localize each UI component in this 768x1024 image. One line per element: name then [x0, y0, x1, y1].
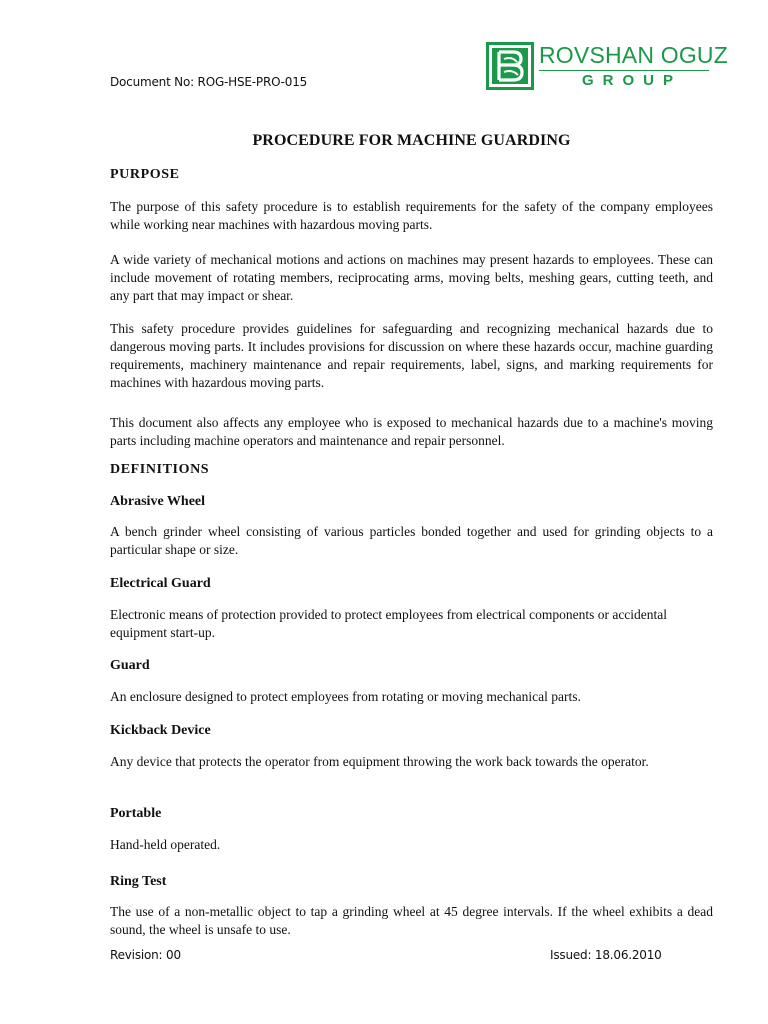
purpose-paragraph-1: The purpose of this safety procedure is to establish requirements for the safety of the company employees while working near machines with hazardous moving parts.	[110, 199, 713, 232]
purpose-paragraph-2: A wide variety of mechanical motions and actions on machines may present hazards to employees. These can include movement of rotating members, reciprocating arms, moving belts, meshing gears, cutting teeth, and any part that may impact or shear.	[110, 252, 713, 303]
company-logo	[486, 42, 728, 92]
purpose-heading: PURPOSE	[110, 167, 180, 182]
document-title: PROCEDURE FOR MACHINE GUARDING	[252, 132, 571, 149]
revision-number: Revision: 00	[110, 948, 181, 962]
definition-term: Ring Test	[110, 874, 167, 889]
definition-term: Portable	[110, 806, 162, 821]
definition-term: Guard	[110, 658, 150, 673]
issue-date: Issued: 18.06.2010	[550, 948, 662, 962]
definition-text: Any device that protects the operator from equipment throwing the work back towards the operator.	[110, 754, 649, 769]
definition-term: Kickback Device	[110, 723, 211, 738]
definitions-heading: DEFINITIONS	[110, 462, 210, 477]
purpose-paragraph-4: This document also affects any employee who is exposed to mechanical hazards due to a machine's moving parts including machine operators and maintenance and repair personnel.	[110, 415, 713, 448]
logo-company-name: ROVSHAN OGUZ	[539, 42, 728, 68]
purpose-paragraph-3: This safety procedure provides guidelines for safeguarding and recognizing mechanical hazards due to dangerous moving parts. It includes provisions for discussion on where these hazards occur, machine guarding requirements, machinery maintenance and repair requirements, label, signs, and marking requirements for machines with hazardous moving parts.	[110, 321, 713, 390]
logo-group-text: GROUP	[582, 72, 683, 89]
logo-divider	[539, 70, 709, 71]
definition-text: The use of a non-metallic object to tap a grinding wheel at 45 degree intervals. If the wheel exhibits a dead sound, the wheel is unsafe to use.	[110, 904, 713, 937]
definition-term: Electrical Guard	[110, 576, 211, 591]
definition-term: Abrasive Wheel	[110, 494, 206, 509]
logo-emblem-icon	[486, 42, 534, 90]
definition-text: An enclosure designed to protect employees from rotating or moving mechanical parts.	[110, 689, 581, 704]
definition-text: Electronic means of protection provided to protect employees from electrical components or accidental equipment start-up.	[110, 607, 668, 640]
definition-text: Hand-held operated.	[110, 837, 221, 852]
definition-text: A bench grinder wheel consisting of various particles bonded together and used for grinding objects to a particular shape or size.	[110, 524, 713, 557]
document-number: Document No: ROG-HSE-PRO-015	[110, 75, 308, 89]
